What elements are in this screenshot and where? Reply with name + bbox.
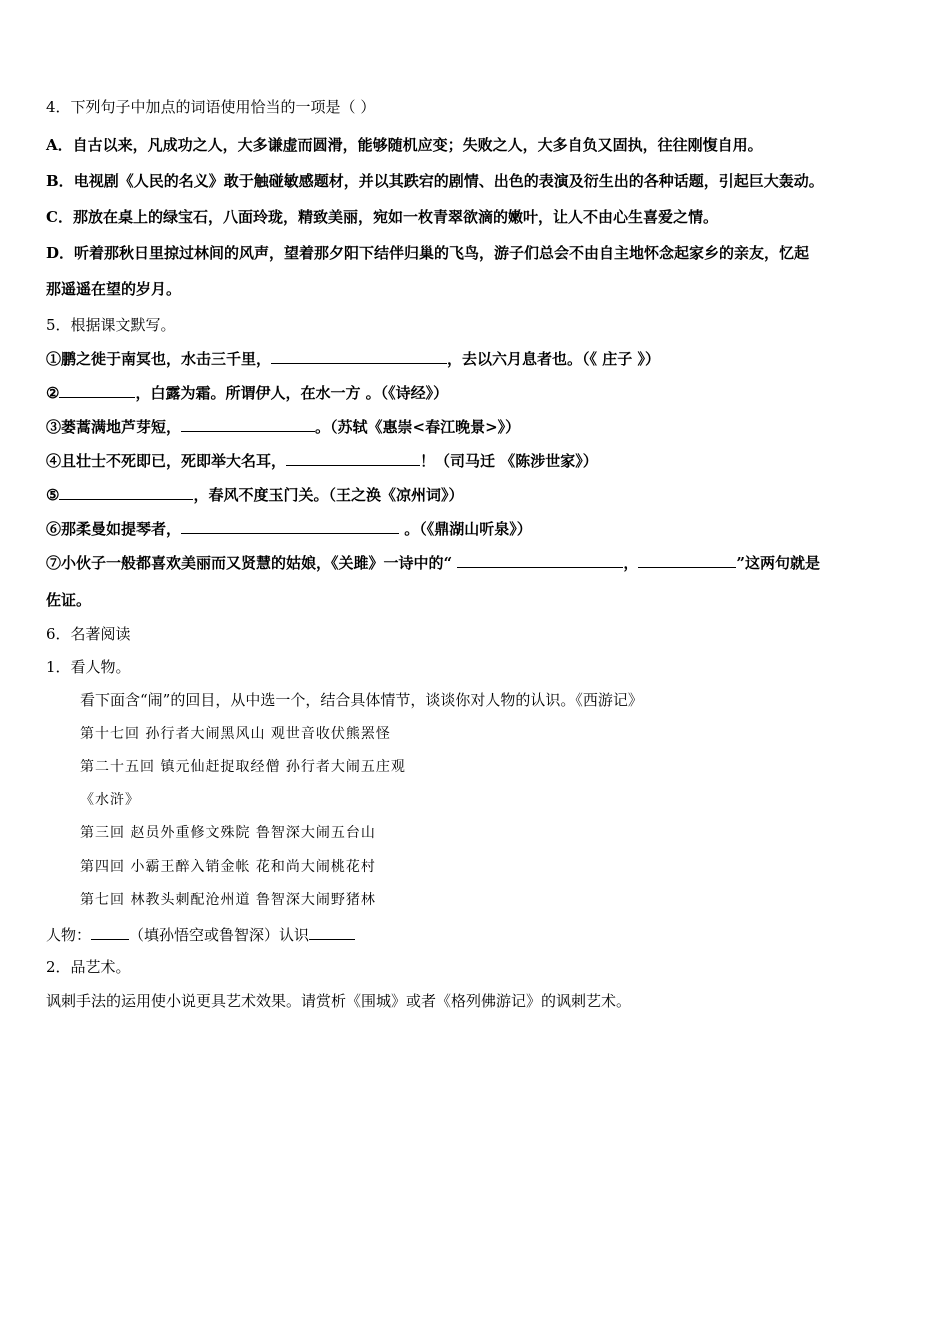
part-title: 1．看人物。: [46, 658, 131, 676]
fill-suffix: ，白露为霜。所谓伊人，在水一方 。（《诗经》）: [135, 384, 449, 402]
q4-option-b: [46, 171, 824, 191]
option-text-cont: 那遥遥在望的岁月。: [46, 280, 182, 298]
xiyou-chapter-17: [46, 724, 391, 744]
answer-label-person: 人物：: [46, 926, 92, 944]
q5-stem: [46, 315, 176, 335]
q4-option-c: [46, 207, 718, 227]
q6-part1-title: [46, 657, 131, 677]
chapter-title: 第十七回 孙行者大闹黑风山 观世音收伏熊罴怪: [80, 726, 391, 742]
fill-prefix: ①鹏之徙于南冥也，水击三千里，: [46, 350, 272, 368]
option-text: 电视剧《人民的名义》敢于触碰敏感题材，并以其跌宕的剧情、出色的表演及衍生出的各种话题，引起巨大轰动。: [73, 172, 824, 190]
q5-stem-text: 5．根据课文默写。: [46, 316, 176, 334]
chapter-title: 第四回 小霸王醉入销金帐 花和尚大闹桃花村: [80, 859, 376, 875]
chapter-title: 第七回 林教头刺配沧州道 鲁智深大闹野猪林: [80, 892, 376, 908]
fill-cont: 佐证。: [46, 591, 92, 609]
person-blank[interactable]: [91, 924, 129, 940]
q6-stem-text: 6．名著阅读: [46, 625, 131, 643]
fill-blank[interactable]: [181, 518, 399, 534]
fill-suffix: ，去以六月息者也。（《 庄子 》）: [447, 350, 660, 368]
fill-suffix: ”这两句就是: [736, 554, 821, 572]
q5-item-5: [46, 484, 463, 505]
q6-part2-title: [46, 957, 131, 977]
fill-blank[interactable]: [59, 382, 135, 398]
q4-option-a: [46, 135, 763, 155]
shuihu-chapter-3: [46, 823, 376, 843]
q6-part2-text: [46, 991, 631, 1011]
fill-prefix: ⑤: [46, 486, 60, 504]
q5-item-7: [46, 552, 820, 573]
part-title: 2．品艺术。: [46, 958, 131, 976]
fill-prefix: ④且壮士不死即已，死即举大名耳，: [46, 452, 287, 470]
chapter-title: 第三回 赵员外重修文殊院 鲁智深大闹五台山: [80, 825, 376, 841]
q4-option-d-continued: [46, 279, 181, 299]
q5-item-1: [46, 348, 660, 369]
q5-item-7-continued: [46, 590, 91, 610]
chapter-title: 第二十五回 镇元仙赶捉取经僧 孙行者大闹五庄观: [80, 759, 406, 775]
q5-item-6: [46, 518, 532, 539]
insight-blank[interactable]: [309, 924, 355, 940]
q5-item-2: [46, 382, 448, 403]
option-text: 那放在桌上的绿宝石，八面玲珑，精致美丽，宛如一枚青翠欲滴的嫩叶，让人不由心生喜爱之情。: [72, 208, 718, 226]
q4-stem: [46, 97, 375, 117]
option-letter: C．: [46, 208, 73, 226]
fill-prefix: ②: [46, 384, 60, 402]
fill-blank[interactable]: [181, 416, 315, 432]
part-text: 讽刺手法的运用使小说更具艺术效果。请赏析《围城》或者《格列佛游记》的讽刺艺术。: [46, 992, 632, 1010]
fill-suffix: ！（司马迁 《陈涉世家》）: [420, 452, 598, 470]
q6-stem: [46, 624, 131, 644]
xiyou-chapter-25: [46, 757, 406, 777]
option-letter: B．: [46, 172, 74, 190]
q6-part1-answer: [46, 924, 355, 945]
option-text: 自古以来，凡成功之人，大多谦虚而圆滑，能够随机应变；失败之人，大多自负又固执，往往刚愎自用。: [72, 136, 763, 154]
answer-label-insight: （填孙悟空或鲁智深）认识: [129, 926, 310, 944]
shuihu-title: [46, 790, 140, 810]
fill-prefix: ⑦小伙子一般都喜欢美丽而又贤慧的姑娘，《关雎》一诗中的“: [46, 554, 458, 572]
fill-blank[interactable]: [286, 450, 420, 466]
q4-stem-text: 4．下列句子中加点的词语使用恰当的一项是（ ）: [46, 98, 376, 116]
fill-suffix: ，春风不度玉门关。（王之涣《凉州词》）: [193, 486, 464, 504]
book-title: 《水浒》: [80, 792, 140, 808]
q4-option-d: [46, 243, 809, 263]
fill-separator: ，: [623, 554, 639, 572]
fill-blank[interactable]: [271, 348, 447, 364]
q5-item-3: [46, 416, 520, 437]
option-text: 听着那秋日里掠过林间的风声，望着那夕阳下结伴归巢的飞鸟，游子们总会不由自主地怀念起家乡的亲友，忆起: [74, 244, 810, 262]
q5-item-4: [46, 450, 598, 471]
fill-suffix: 。（《鼎湖山听泉》）: [399, 520, 532, 538]
q6-part1-intro: [46, 690, 643, 710]
fill-prefix: ③蒌蒿满地芦芽短，: [46, 418, 182, 436]
fill-blank[interactable]: [457, 552, 623, 568]
fill-blank[interactable]: [59, 484, 193, 500]
option-letter: D．: [46, 244, 75, 262]
shuihu-chapter-4: [46, 857, 376, 877]
fill-prefix: ⑥那柔曼如提琴者，: [46, 520, 182, 538]
shuihu-chapter-7: [46, 890, 376, 910]
fill-suffix: 。（苏轼《惠崇<春江晚景>》）: [315, 418, 521, 436]
fill-blank[interactable]: [638, 552, 736, 568]
option-letter: A．: [46, 136, 73, 154]
intro-text: 看下面含“闹”的回目，从中选一个，结合具体情节，谈谈你对人物的认识。《西游记》: [80, 691, 643, 709]
